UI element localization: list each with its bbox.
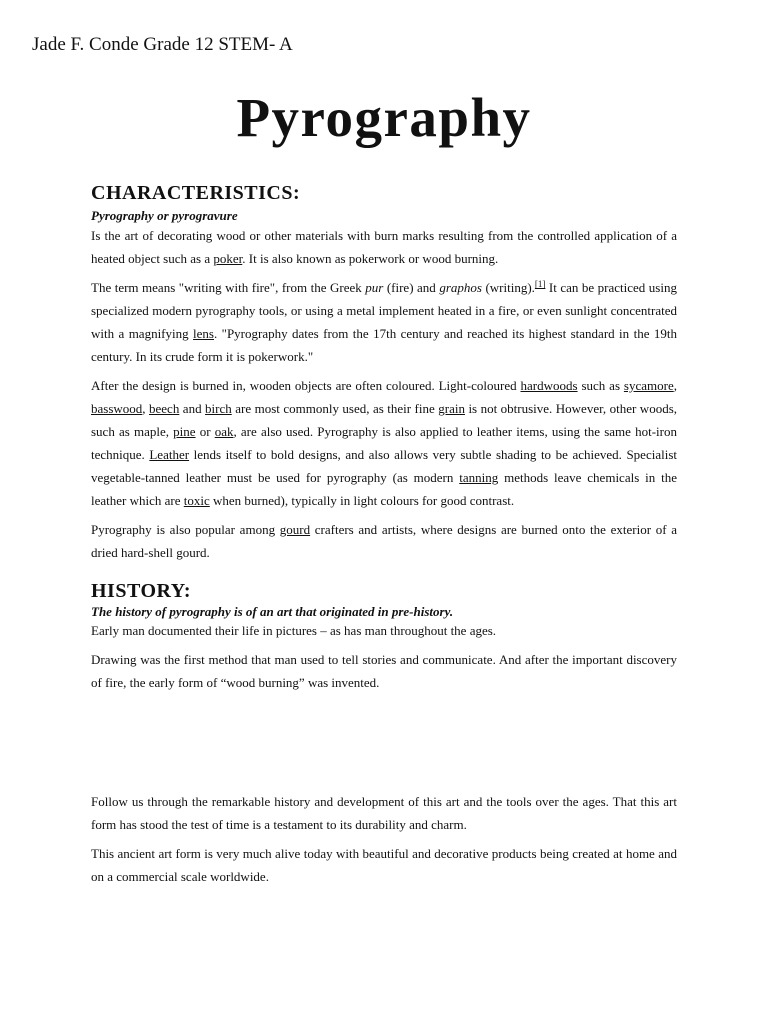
link-poker[interactable]: poker (213, 251, 243, 266)
characteristics-paragraph-1: Is the art of decorating wood or other materials with burn marks resulting from the controlled application of a heated object such as a poker. It is also known as pokerwork or wood burning. (91, 228, 677, 266)
characteristics-paragraph-4: Pyrography is also popular among gourd crafters and artists, where designs are burned onto the exterior of a dried hard-shell gourd. (91, 522, 677, 560)
author-line: Jade F. Conde Grade 12 STEM- A (32, 34, 293, 55)
characteristics-paragraph-2: The term means "writing with fire", from the Greek pur (fire) and graphos (writing).[1] It can be practiced using specialized modern pyrography tools, or using a metal implement heated in a fire, or even sunlight concentrated with a magnifying lens. "Pyrography dates from the 17th century and reached its highest standard in the 19th century. In its crude form it is pokerwork." (91, 279, 677, 364)
link-toxic[interactable]: toxic (183, 493, 210, 508)
blank-space (91, 700, 677, 790)
history-heading: HISTORY: (91, 580, 192, 602)
history-paragraph-2: Drawing was the first method that man used to tell stories and communicate. And after the important discovery of fire, the early form of “wood burning” was invented. (91, 652, 677, 690)
history-paragraph-3: Follow us through the remarkable history and development of this art and the tools over the ages. That this art form has stood the test of time is a testament to its durability and charm. (91, 794, 677, 832)
link-gourd[interactable]: gourd (279, 522, 311, 537)
link-grain[interactable]: grain (438, 401, 465, 416)
link-beech[interactable]: beech (149, 401, 180, 416)
document-body (91, 180, 677, 888)
history-subheading: The history of pyrography is of an art that originated in pre-history. (91, 604, 454, 619)
reference-link[interactable]: [1] (534, 279, 546, 289)
characteristics-paragraph-3: After the design is burned in, wooden objects are often coloured. Light-coloured hardwoods such as sycamore, basswood, beech and birch are most commonly used, as their fine grain is not obtrusive. However, other woods, such as maple, pine or oak, are also used. Pyrography is also applied to leather items, using the same hot-iron technique. Leather lends itself to bold designs, and also allows very subtle shading to be achieved. Specialist vegetable-tanned leather must be used for pyrography (as modern tanning methods leave chemicals in the leather which are toxic when burned), typically in light colours for good contrast. (91, 378, 678, 508)
link-tanning[interactable]: tanning (459, 470, 499, 485)
emphasis-text: pur (365, 280, 384, 295)
link-birch[interactable]: birch (205, 401, 232, 416)
characteristics-subheading: Pyrography or pyrogravure (91, 208, 238, 223)
emphasis-text: graphos (439, 280, 482, 295)
link-hardwoods[interactable]: hardwoods (520, 378, 578, 393)
characteristics-heading: CHARACTERISTICS: (91, 182, 301, 204)
link-sycamore[interactable]: sycamore (623, 378, 674, 393)
history-paragraph-4: This ancient art form is very much alive today with beautiful and decorative products being created at home and on a commercial scale worldwide. (91, 846, 677, 884)
link-oak[interactable]: oak (214, 424, 234, 439)
link-leather[interactable]: Leather (149, 447, 190, 462)
history-paragraph-1: Early man documented their life in pictures – as has man throughout the ages. (91, 623, 497, 638)
link-basswood[interactable]: basswood (91, 401, 143, 416)
link-pine[interactable]: pine (173, 424, 196, 439)
link-lens[interactable]: lens (193, 326, 214, 341)
page-title: Pyrography (236, 87, 532, 148)
